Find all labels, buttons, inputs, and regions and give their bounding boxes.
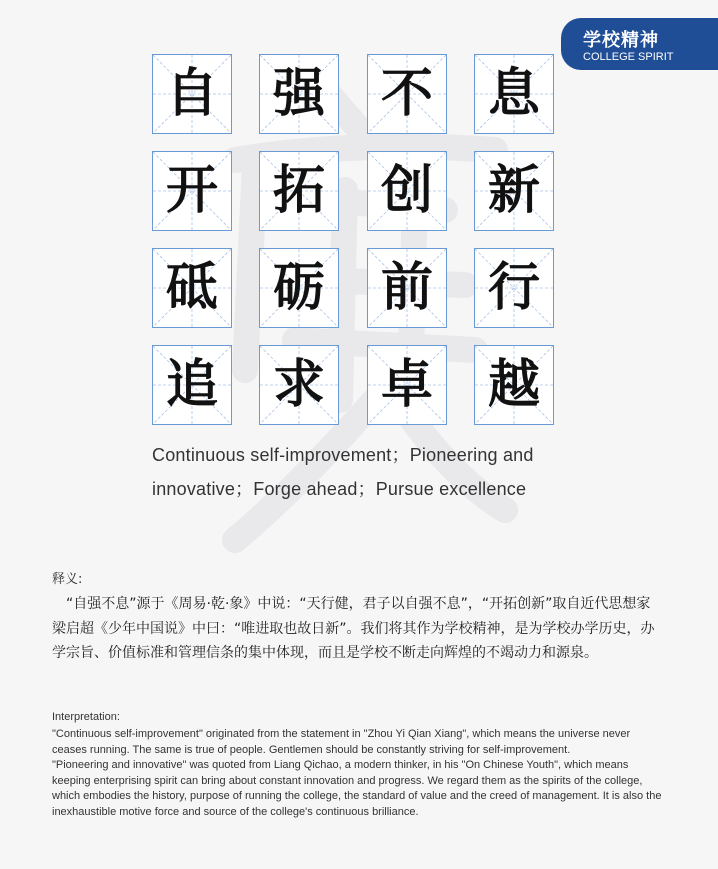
motto-character-cell [474,54,554,134]
interpretation-label: Interpretation: [52,711,120,723]
motto-character: 卓 [380,354,433,415]
motto-character-cell [152,54,232,134]
motto-character-cell [152,151,232,231]
motto-character: 自 [165,63,218,124]
motto-character: 拓 [272,160,325,221]
motto-character: 求 [272,354,325,415]
interpretation-text [52,727,664,820]
badge-title-en: COLLEGE SPIRIT [583,51,674,63]
motto-character-cell [367,54,447,134]
motto-character-cell [367,248,447,328]
motto-character: 新 [487,160,540,221]
motto-character: 开 [165,160,218,221]
motto-character-cell [474,151,554,231]
motto-character-cell [474,345,554,425]
motto-character: 息 [487,63,540,124]
shiyi-paragraph: “自强不息”源于《周易·乾·象》中说：“天行健，君子以自强不息”，“开拓创新”取自近代思想家梁启超《少年中国说》中曰：“唯进取也故日新”。我们将其作为学校精神，是为学校办学历史，办学宗旨、价值标准和管理信条的集中体现，而且是学校不断走向辉煌的不竭动力和源泉。 [52,596,655,661]
college-spirit-badge [561,18,718,70]
motto-character-cell [259,248,339,328]
motto-character-grid [152,54,555,424]
motto-character-cell [259,54,339,134]
motto-character-cell [259,151,339,231]
slogan-line-2: innovative；Forge ahead；Pursue excellence [152,479,527,499]
motto-english-slogan [152,438,572,506]
motto-character: 砺 [272,257,325,318]
motto-character-cell [367,345,447,425]
motto-character: 砥 [165,257,218,318]
interpretation-paragraph-1: "Continuous self-improvement" originated from the statement in "Zhou Yi Qian Xiang", which means the universe never ceases running. The same is true of people. Gentlemen should be constantly striving for self-improvement. [52,728,631,756]
badge-title-cn: 学校精神 [583,30,659,51]
slogan-line-1: Continuous self-improvement；Pioneering and [152,445,534,465]
motto-character: 追 [165,354,218,415]
motto-character-cell [152,345,232,425]
shiyi-label: 释义: [52,572,83,587]
interpretation-paragraph-2: "Pioneering and innovative" was quoted from Liang Qichao, a modern thinker, in his "On Chinese Youth", which means keeping enterprising spirit can bring about constant innovation and progress. We regard them as the spirits of the college, which embodies the history, purpose of running the college, the standard of value and the creed of management. It is also the inexhaustible motive force and source of the college's continuous brilliance. [52,759,662,818]
motto-character: 越 [487,354,540,415]
motto-character-cell [367,151,447,231]
motto-character: 创 [380,160,433,221]
motto-character: 强 [272,63,325,124]
motto-character-cell [474,248,554,328]
motto-character: 不 [380,63,433,124]
motto-character: 前 [380,257,433,318]
motto-character-cell [259,345,339,425]
motto-character: 行 [487,257,540,318]
motto-character-cell [152,248,232,328]
